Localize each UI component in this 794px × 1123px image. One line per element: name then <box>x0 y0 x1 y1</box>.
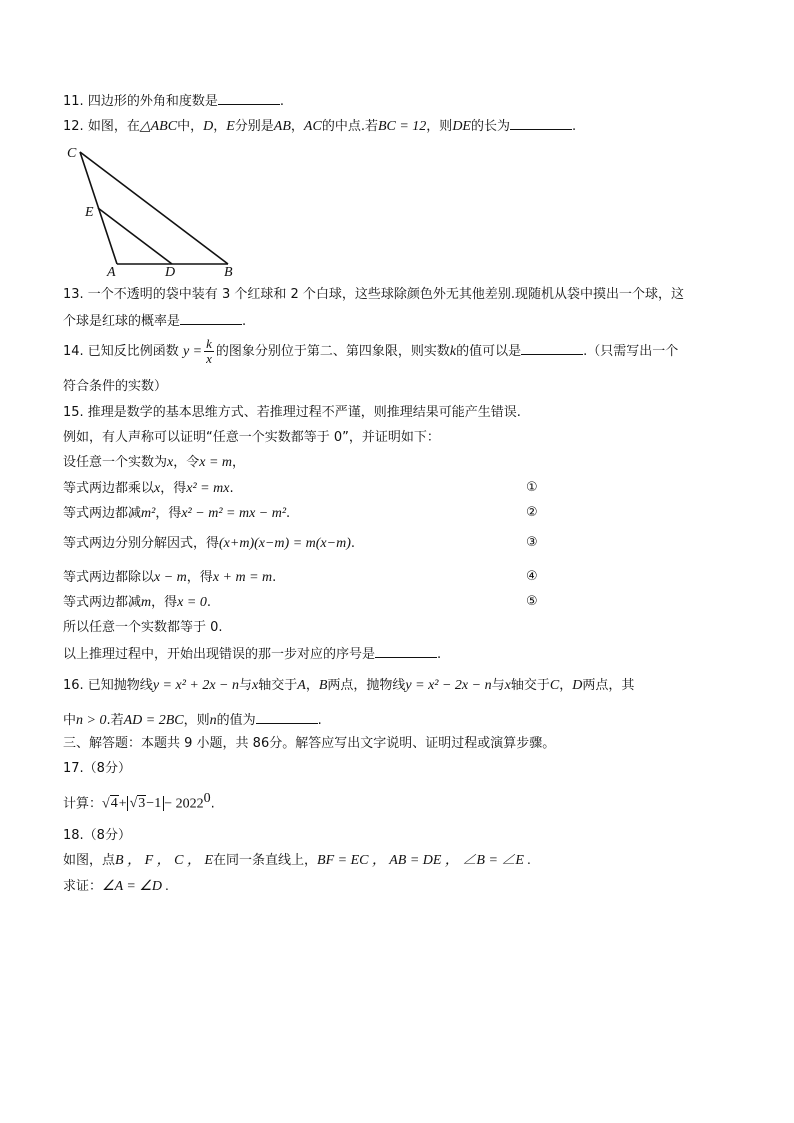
step-number-5: ⑤ <box>526 594 538 609</box>
proof-step-4: 等式两边都除以x − m，得x + m = m. <box>63 570 277 585</box>
label-e: E <box>85 205 94 220</box>
fraction-k-over-x: $\frac{k}{x}$ <box>206 336 212 366</box>
question-15-line-1: 15. 推理是数学的基本思维方式、若推理过程不严谨，则推理结果可能产生错误. <box>63 405 521 420</box>
proof-step-1: 等式两边都乘以x，得x² = mx. <box>63 481 234 496</box>
answer-blank[interactable] <box>510 117 572 130</box>
question-14-line-1: 14. 已知反比例函数 y = $\frac{k}{x}$ 的图象分别位于第二、第四象限，则实数k的值可以是 .（只需写出一个 <box>63 336 679 366</box>
label-b: B <box>224 265 233 280</box>
question-18-head: 18.（8分） <box>63 828 131 843</box>
step-number-1: ① <box>526 480 538 495</box>
question-15-ask: 以上推理过程中，开始出现错误的那一步对应的序号是 . <box>63 647 442 662</box>
question-13-line-2: 个球是红球的概率是 . <box>63 314 247 329</box>
question-12: 12. 如图，在△ABC中，D，E分别是AB，AC的中点.若BC = 12，则DE的长为 . <box>63 119 577 134</box>
question-17-expression: 计算：$√4+ √3-1 - 2022^0$. <box>63 791 215 812</box>
question-11: 11. 四边形的外角和度数是 . <box>63 94 284 109</box>
answer-blank[interactable] <box>375 645 437 658</box>
absolute-value: √3−1 <box>127 796 165 811</box>
proof-step-5: 等式两边都减m，得x = 0. <box>63 595 211 610</box>
label-c: C <box>67 146 77 161</box>
question-13-line-1: 13. 一个不透明的袋中装有 3 个红球和 2 个白球，这些球除颜色外无其他差别.现随机从袋中摸出一个球，这 <box>63 287 685 302</box>
section-3-heading: 三、解答题：本题共 9 小题，共 86分。解答应写出文字说明、证明过程或演算步骤。 <box>63 736 556 751</box>
question-16-line-2: 中n > 0.若AD = 2BC，则n的值为 . <box>63 713 322 728</box>
answer-blank[interactable] <box>521 342 583 355</box>
question-15-line-2: 例如，有人声称可以证明“任意一个实数都等于 0”，并证明如下： <box>63 430 440 445</box>
question-18-line-2: 求证：∠A = ∠D . <box>63 879 169 894</box>
question-15-line-3: 设任意一个实数为x，令x = m， <box>63 455 246 470</box>
proof-conclusion: 所以任意一个实数都等于 0. <box>63 620 223 635</box>
label-d: D <box>165 265 176 280</box>
answer-blank[interactable] <box>256 711 318 724</box>
step-number-2: ② <box>526 505 538 520</box>
proof-step-2: 等式两边都减m²，得x² − m² = mx − m². <box>63 506 291 521</box>
label-a: A <box>107 265 116 280</box>
question-16-line-1: 16. 已知抛物线y = x² + 2x − n与x轴交于A，B两点，抛物线y = x² − 2x − n与x轴交于C，D两点，其 <box>63 678 635 693</box>
question-14-line-2: 符合条件的实数） <box>63 379 168 394</box>
triangle-figure <box>60 140 250 280</box>
side-cb <box>80 152 228 264</box>
proof-step-3: 等式两边分别分解因式，得(x+m)(x−m) = m(x−m). <box>63 536 356 551</box>
question-17-head: 17.（8分） <box>63 761 131 776</box>
step-number-4: ④ <box>526 569 538 584</box>
segment-ed <box>98 208 172 264</box>
question-18-line-1: 如图，点B ， F ， C ， E在同一条直线上，BF = EC ， AB = DE ， ∠B = ∠E . <box>63 853 531 868</box>
answer-blank[interactable] <box>218 92 280 105</box>
step-number-3: ③ <box>526 535 538 550</box>
answer-blank[interactable] <box>180 312 242 325</box>
